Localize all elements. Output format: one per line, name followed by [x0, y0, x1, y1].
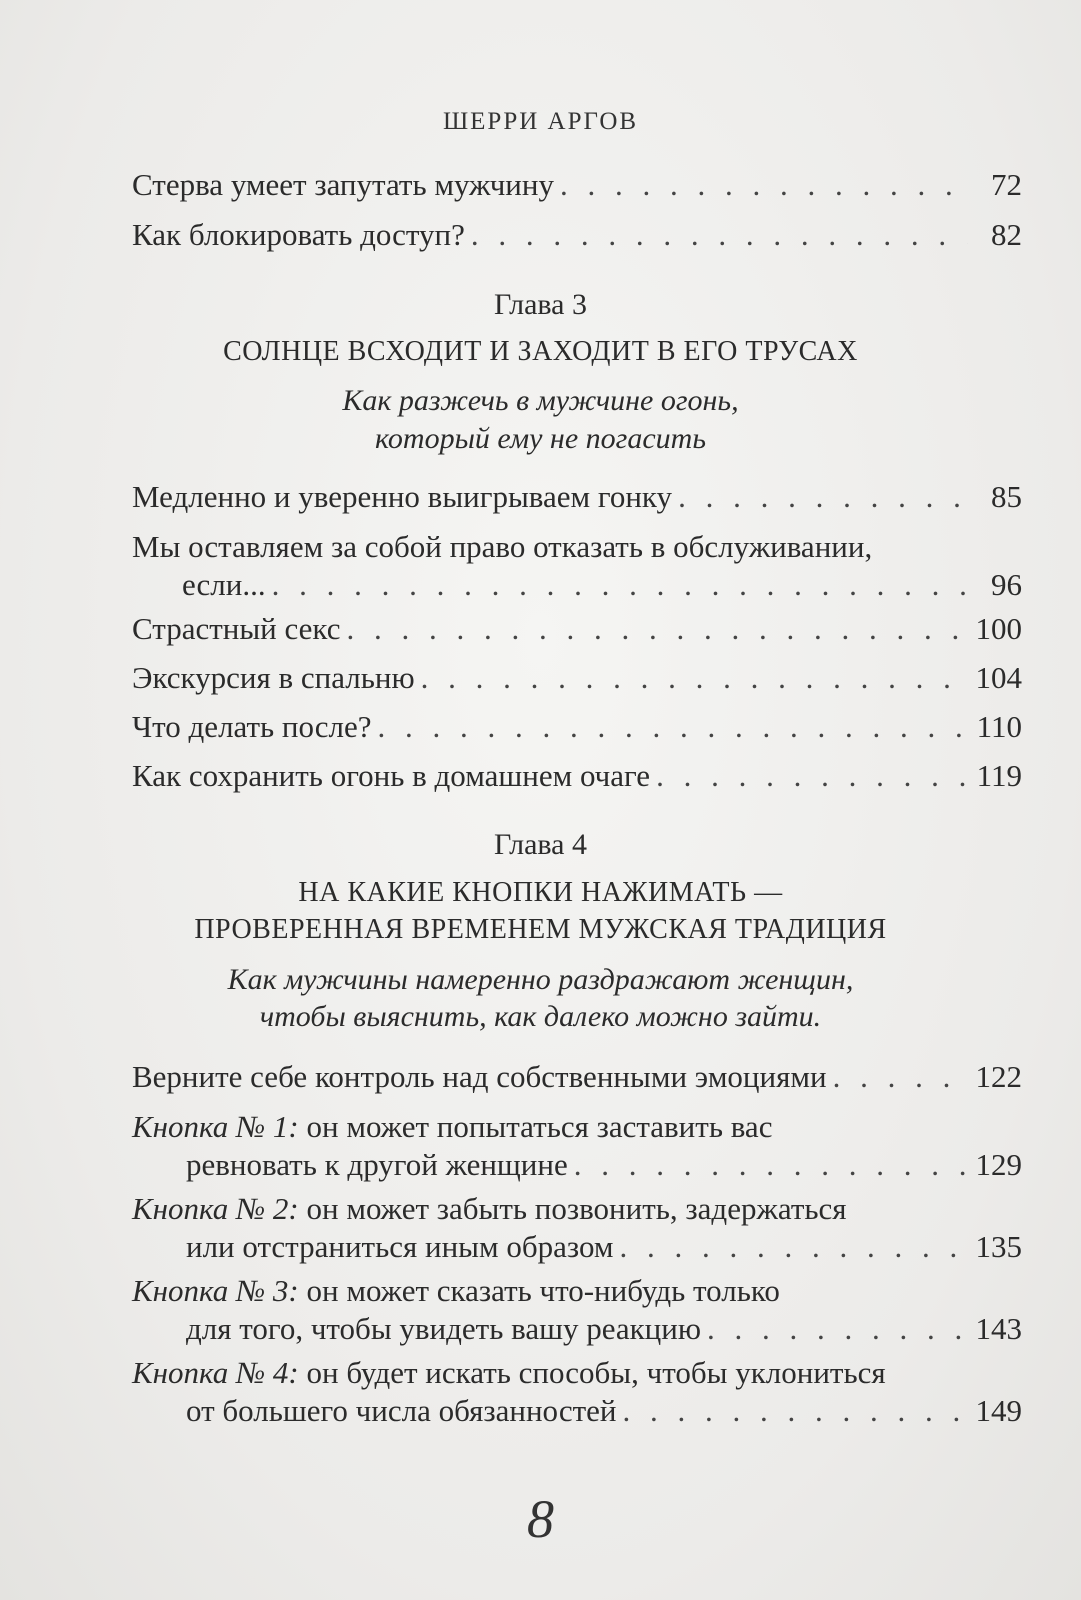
- toc-entry-title: он может сказать что-нибудь только: [298, 1273, 780, 1308]
- toc-entry-title: Как блокировать доступ?: [132, 217, 465, 252]
- leader-dots: [574, 1146, 970, 1184]
- leader-dots: [833, 1058, 968, 1096]
- toc-entry-title: Страстный секс: [132, 611, 341, 646]
- chapter-title: ПРОВЕРЕННАЯ ВРЕМЕНЕМ МУЖСКАЯ ТРАДИЦИЯ: [194, 914, 887, 945]
- leader-dots: [560, 166, 968, 204]
- leader-dots: [272, 566, 985, 604]
- toc-entry-page: 143: [975, 1311, 1022, 1346]
- button-label: Кнопка № 3:: [132, 1273, 299, 1308]
- toc-entry: [132, 1272, 1022, 1348]
- chapter-subtitle: чтобы выяснить, как далеко можно зайти.: [259, 1000, 822, 1033]
- toc-entry-page: 149: [975, 1393, 1022, 1428]
- toc-entry-page: 100: [975, 611, 1022, 646]
- toc-entry: [132, 166, 1022, 204]
- toc-entry: [132, 757, 1022, 795]
- leader-dots: [707, 1310, 969, 1348]
- toc-entry-title: Как сохранить огонь в домашнем очаге: [132, 758, 651, 793]
- page-number: 8: [527, 1489, 554, 1549]
- toc-entry: [132, 528, 1022, 604]
- leader-dots: [656, 757, 968, 795]
- leader-dots: [421, 659, 968, 697]
- toc-entry-title: он может попытаться заставить вас: [298, 1109, 773, 1144]
- toc-entry-title-cont: от большего числа обязанностей: [186, 1393, 617, 1428]
- chapter-subtitle: Как разжечь в мужчине огонь,: [342, 384, 739, 417]
- toc-entry-page: 85: [991, 479, 1022, 514]
- toc-entry-title: он будет искать способы, чтобы уклониться: [298, 1355, 886, 1390]
- toc-entry-page: 82: [991, 217, 1022, 252]
- button-label: Кнопка № 2:: [132, 1191, 299, 1226]
- chapter-subtitle: Как мужчины намеренно раздражают женщин,: [227, 963, 854, 996]
- toc-entry-page: 135: [975, 1229, 1022, 1264]
- button-label: Кнопка № 1:: [132, 1109, 299, 1144]
- toc-entry-title: Стерва умеет запутать мужчину: [132, 167, 554, 202]
- leader-dots: [378, 708, 968, 746]
- toc-entry-page: 104: [975, 660, 1022, 695]
- chapter-label: Глава 4: [494, 828, 587, 861]
- toc-entry: [132, 659, 1022, 697]
- toc-entry: [132, 610, 1022, 648]
- toc-entry: [132, 478, 1022, 516]
- toc-entry-page: 122: [975, 1059, 1022, 1094]
- toc-entry-title: Что делать после?: [132, 709, 372, 744]
- toc-entry: [132, 1108, 1022, 1184]
- leader-dots: [346, 610, 968, 648]
- toc-entry: [132, 1058, 1022, 1096]
- toc-entry-title-cont: или отстраниться иным образом: [186, 1229, 614, 1264]
- toc-entry-title: Медленно и уверенно выигрываем гонку: [132, 479, 673, 514]
- toc-entry: [132, 708, 1022, 746]
- toc-entry: [132, 216, 1022, 254]
- toc-entry-title: Верните себе контроль над собственными эмоциями: [132, 1059, 827, 1094]
- toc-entry-title: Экскурсия в спальню: [132, 660, 415, 695]
- toc-entry-page: 110: [976, 709, 1022, 744]
- chapter-subtitle: который ему не погасить: [375, 422, 706, 455]
- leader-dots: [678, 478, 968, 516]
- toc-entry-title: он может забыть позвонить, задержаться: [298, 1191, 847, 1226]
- button-label: Кнопка № 4:: [132, 1355, 299, 1390]
- toc-entry-title-cont: для того, чтобы увидеть вашу реакцию: [186, 1311, 702, 1346]
- leader-dots: [622, 1392, 969, 1430]
- chapter-label: Глава 3: [494, 288, 587, 321]
- toc-entry: [132, 1354, 1022, 1430]
- running-head: ШЕРРИ АРГОВ: [442, 108, 639, 135]
- leader-dots: [471, 216, 968, 254]
- leader-dots: [620, 1228, 970, 1266]
- toc-entry-title: Мы оставляем за собой право отказать в обслуживании,: [132, 529, 873, 564]
- toc-entry-page: 129: [975, 1147, 1022, 1182]
- toc-entry-title-cont: ревновать к другой женщине: [186, 1147, 568, 1182]
- toc-entry-page: 96: [991, 567, 1022, 602]
- toc-entry: [132, 1190, 1022, 1266]
- chapter-title: СОЛНЦЕ ВСХОДИТ И ЗАХОДИТ В ЕГО ТРУСАХ: [223, 336, 858, 367]
- toc-entry-title-cont: если...: [182, 567, 266, 602]
- chapter-title: НА КАКИЕ КНОПКИ НАЖИМАТЬ —: [298, 877, 783, 908]
- toc-entry-page: 72: [991, 167, 1022, 202]
- toc-entry-page: 119: [976, 758, 1022, 793]
